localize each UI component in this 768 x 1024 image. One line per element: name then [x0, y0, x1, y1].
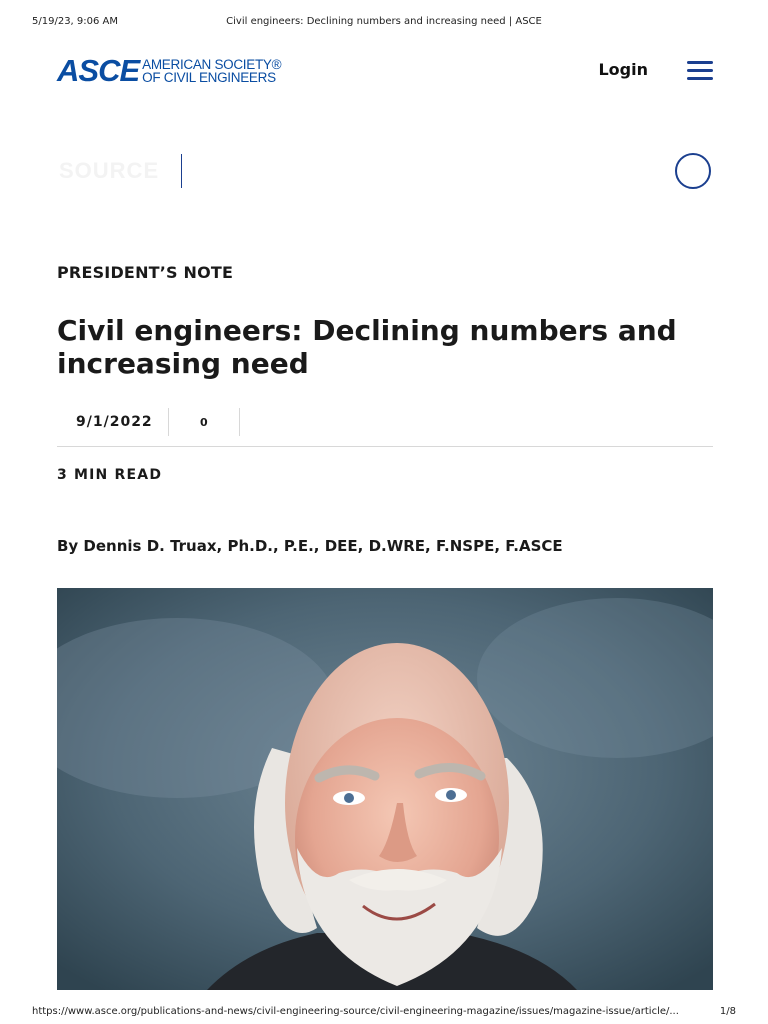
article-byline: By Dennis D. Truax, Ph.D., P.E., DEE, D.WRE, F.NSPE, F.ASCE [57, 537, 563, 555]
read-time: 3 MIN READ [57, 467, 163, 483]
sub-nav-divider [181, 154, 182, 188]
article-meta [57, 408, 713, 447]
site-header [57, 54, 713, 90]
logo-text [142, 58, 281, 84]
login-link[interactable]: Login [598, 60, 648, 79]
article-title: Civil engineers: Declining numbers and increasing need [57, 314, 677, 380]
author-portrait-image [57, 588, 713, 990]
comment-count[interactable]: 0 [200, 416, 208, 429]
logo-line-1: AMERICAN SOCIETY® [142, 57, 282, 72]
article-date: 9/1/2022 [76, 414, 153, 430]
print-doc-title: Civil engineers: Declining numbers and increasing need | ASCE [226, 16, 542, 27]
hamburger-menu-icon[interactable] [687, 61, 713, 82]
asce-logo[interactable] [57, 53, 282, 88]
print-page-number: 1/8 [719, 1006, 736, 1017]
meta-divider [168, 408, 169, 436]
source-logo[interactable]: SOURCE [59, 158, 160, 183]
sub-navigation [57, 152, 713, 192]
print-datetime: 5/19/23, 9:06 AM [32, 16, 119, 27]
print-url: https://www.asce.org/publications-and-news/civil-engineering-source/civil-engineering-magazine/issues/magazine-issue/article/... [32, 1006, 679, 1017]
article-category[interactable]: PRESIDENT’S NOTE [57, 263, 234, 282]
search-icon[interactable] [675, 153, 711, 189]
meta-divider [239, 408, 240, 436]
logo-mark: ASCE [57, 53, 140, 88]
logo-line-2: OF CIVIL ENGINEERS [142, 70, 276, 85]
